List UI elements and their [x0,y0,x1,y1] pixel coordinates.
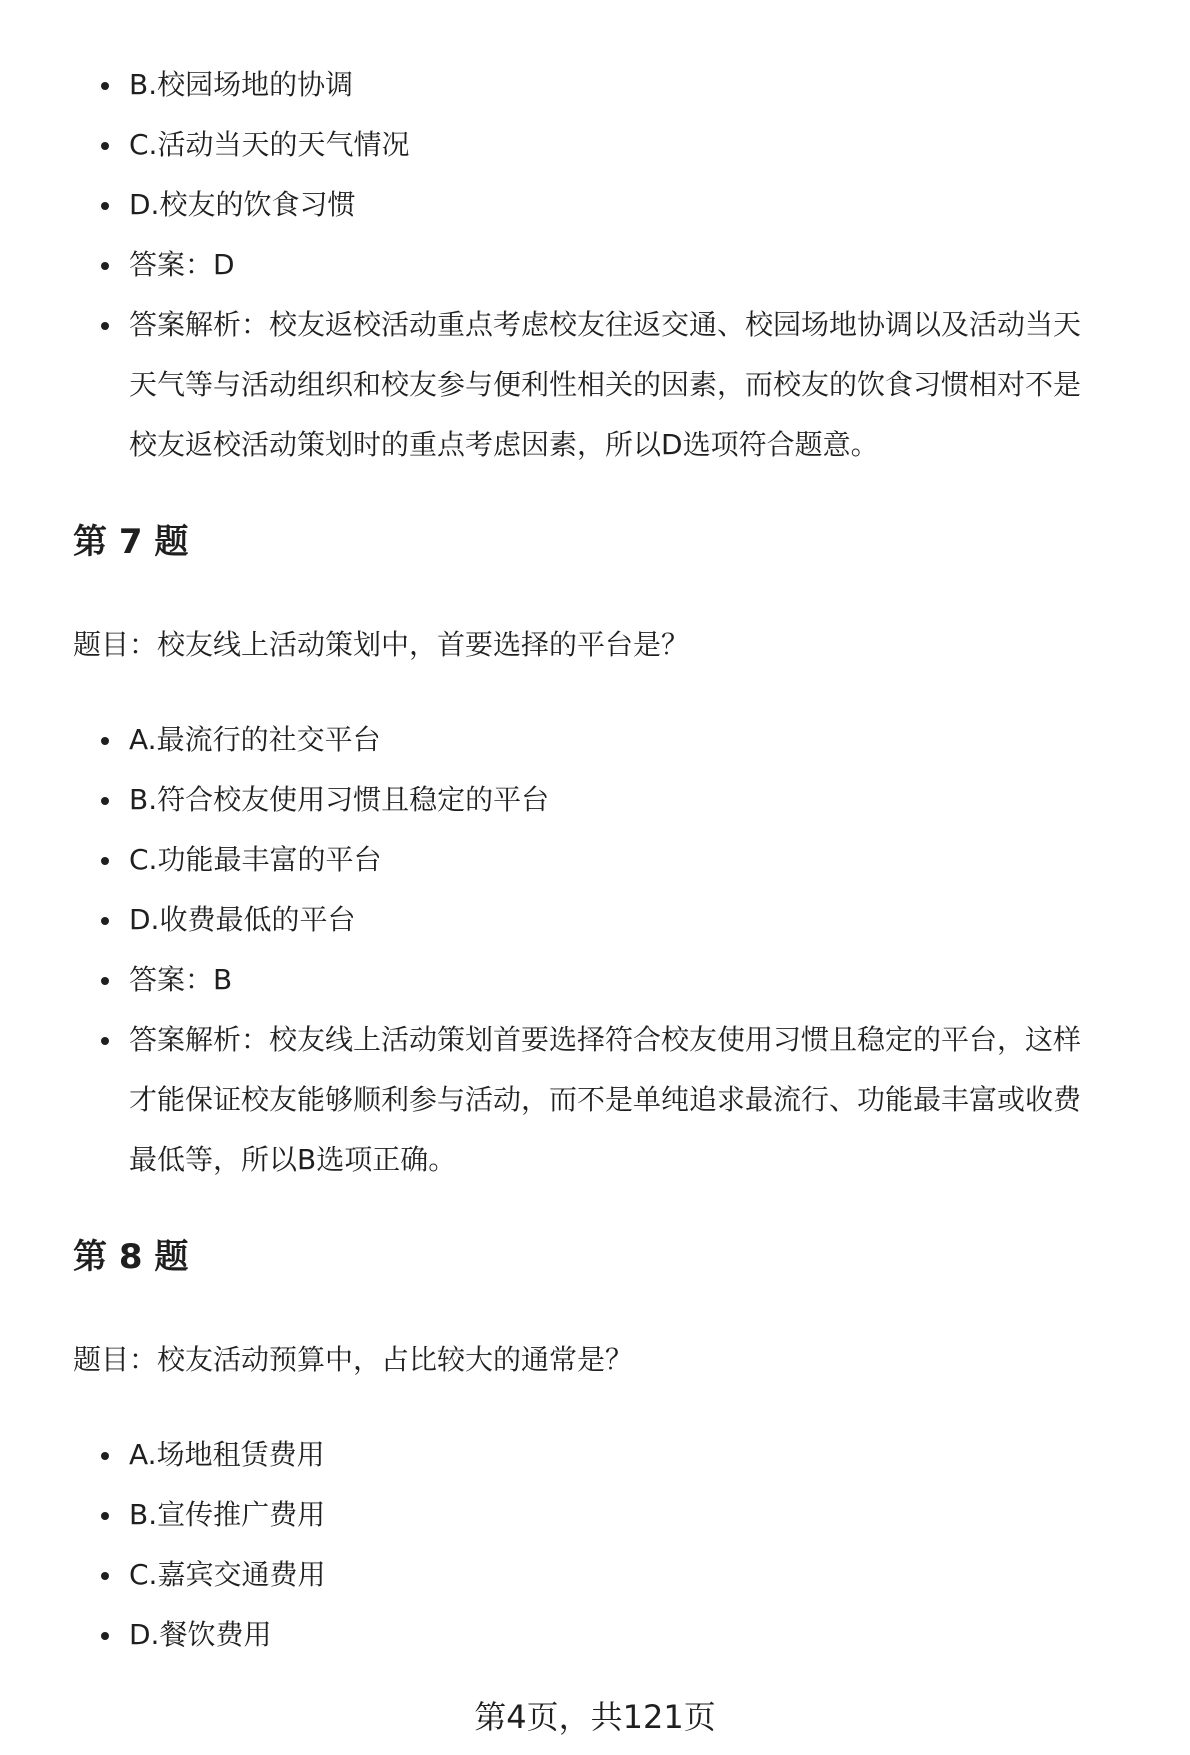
question-8-stem [73,1340,1150,1380]
option-c: C.活动当天的天气情况 [73,115,1150,175]
question-8 [73,1235,1150,1279]
question-8-body [73,1425,1150,1665]
option-b: B.校园场地的协调 [73,55,1150,115]
analysis-line: 最低等，所以B选项正确。 [129,1143,457,1176]
page-number: 第4页，共121页 [474,1698,716,1736]
option-c: C.嘉宾交通费用 [73,1545,1150,1605]
question-6-tail [73,55,1150,475]
question-7-stem [73,625,1150,665]
option-a: A.场地租赁费用 [73,1425,1150,1485]
question-6-options [73,55,1150,475]
option-d: D.收费最低的平台 [73,890,1150,950]
analysis-line: 答案解析：校友线上活动策划首要选择符合校友使用习惯且稳定的平台，这样 [129,1023,1082,1056]
answer-analysis [73,1010,1150,1190]
question-stem: 题目：校友活动预算中，占比较大的通常是？ [73,1343,634,1376]
answer: 答案：B [73,950,1150,1010]
option-d: D.校友的饮食习惯 [73,175,1150,235]
question-7-options [73,710,1150,1190]
option-a: A.最流行的社交平台 [73,710,1150,770]
analysis-line: 天气等与活动组织和校友参与便利性相关的因素，而校友的饮食习惯相对不是 [129,368,1082,401]
analysis-line: 答案解析：校友返校活动重点考虑校友往返交通、校园场地协调以及活动当天 [129,308,1082,341]
option-d: D.餐饮费用 [73,1605,1150,1665]
option-c: C.功能最丰富的平台 [73,830,1150,890]
analysis-line: 校友返校活动策划时的重点考虑因素，所以D选项符合题意。 [129,428,879,461]
analysis-line: 才能保证校友能够顺利参与活动，而不是单纯追求最流行、功能最丰富或收费 [129,1083,1082,1116]
answer-analysis [73,295,1150,475]
question-title: 第 8 题 [73,1237,189,1277]
question-title: 第 7 题 [73,522,189,562]
question-7-body [73,710,1150,1190]
question-stem: 题目：校友线上活动策划中，首要选择的平台是？ [73,628,690,661]
answer: 答案：D [73,235,1150,295]
option-b: B.宣传推广费用 [73,1485,1150,1545]
option-b: B.符合校友使用习惯且稳定的平台 [73,770,1150,830]
question-8-options [73,1425,1150,1665]
question-7 [73,520,1150,564]
